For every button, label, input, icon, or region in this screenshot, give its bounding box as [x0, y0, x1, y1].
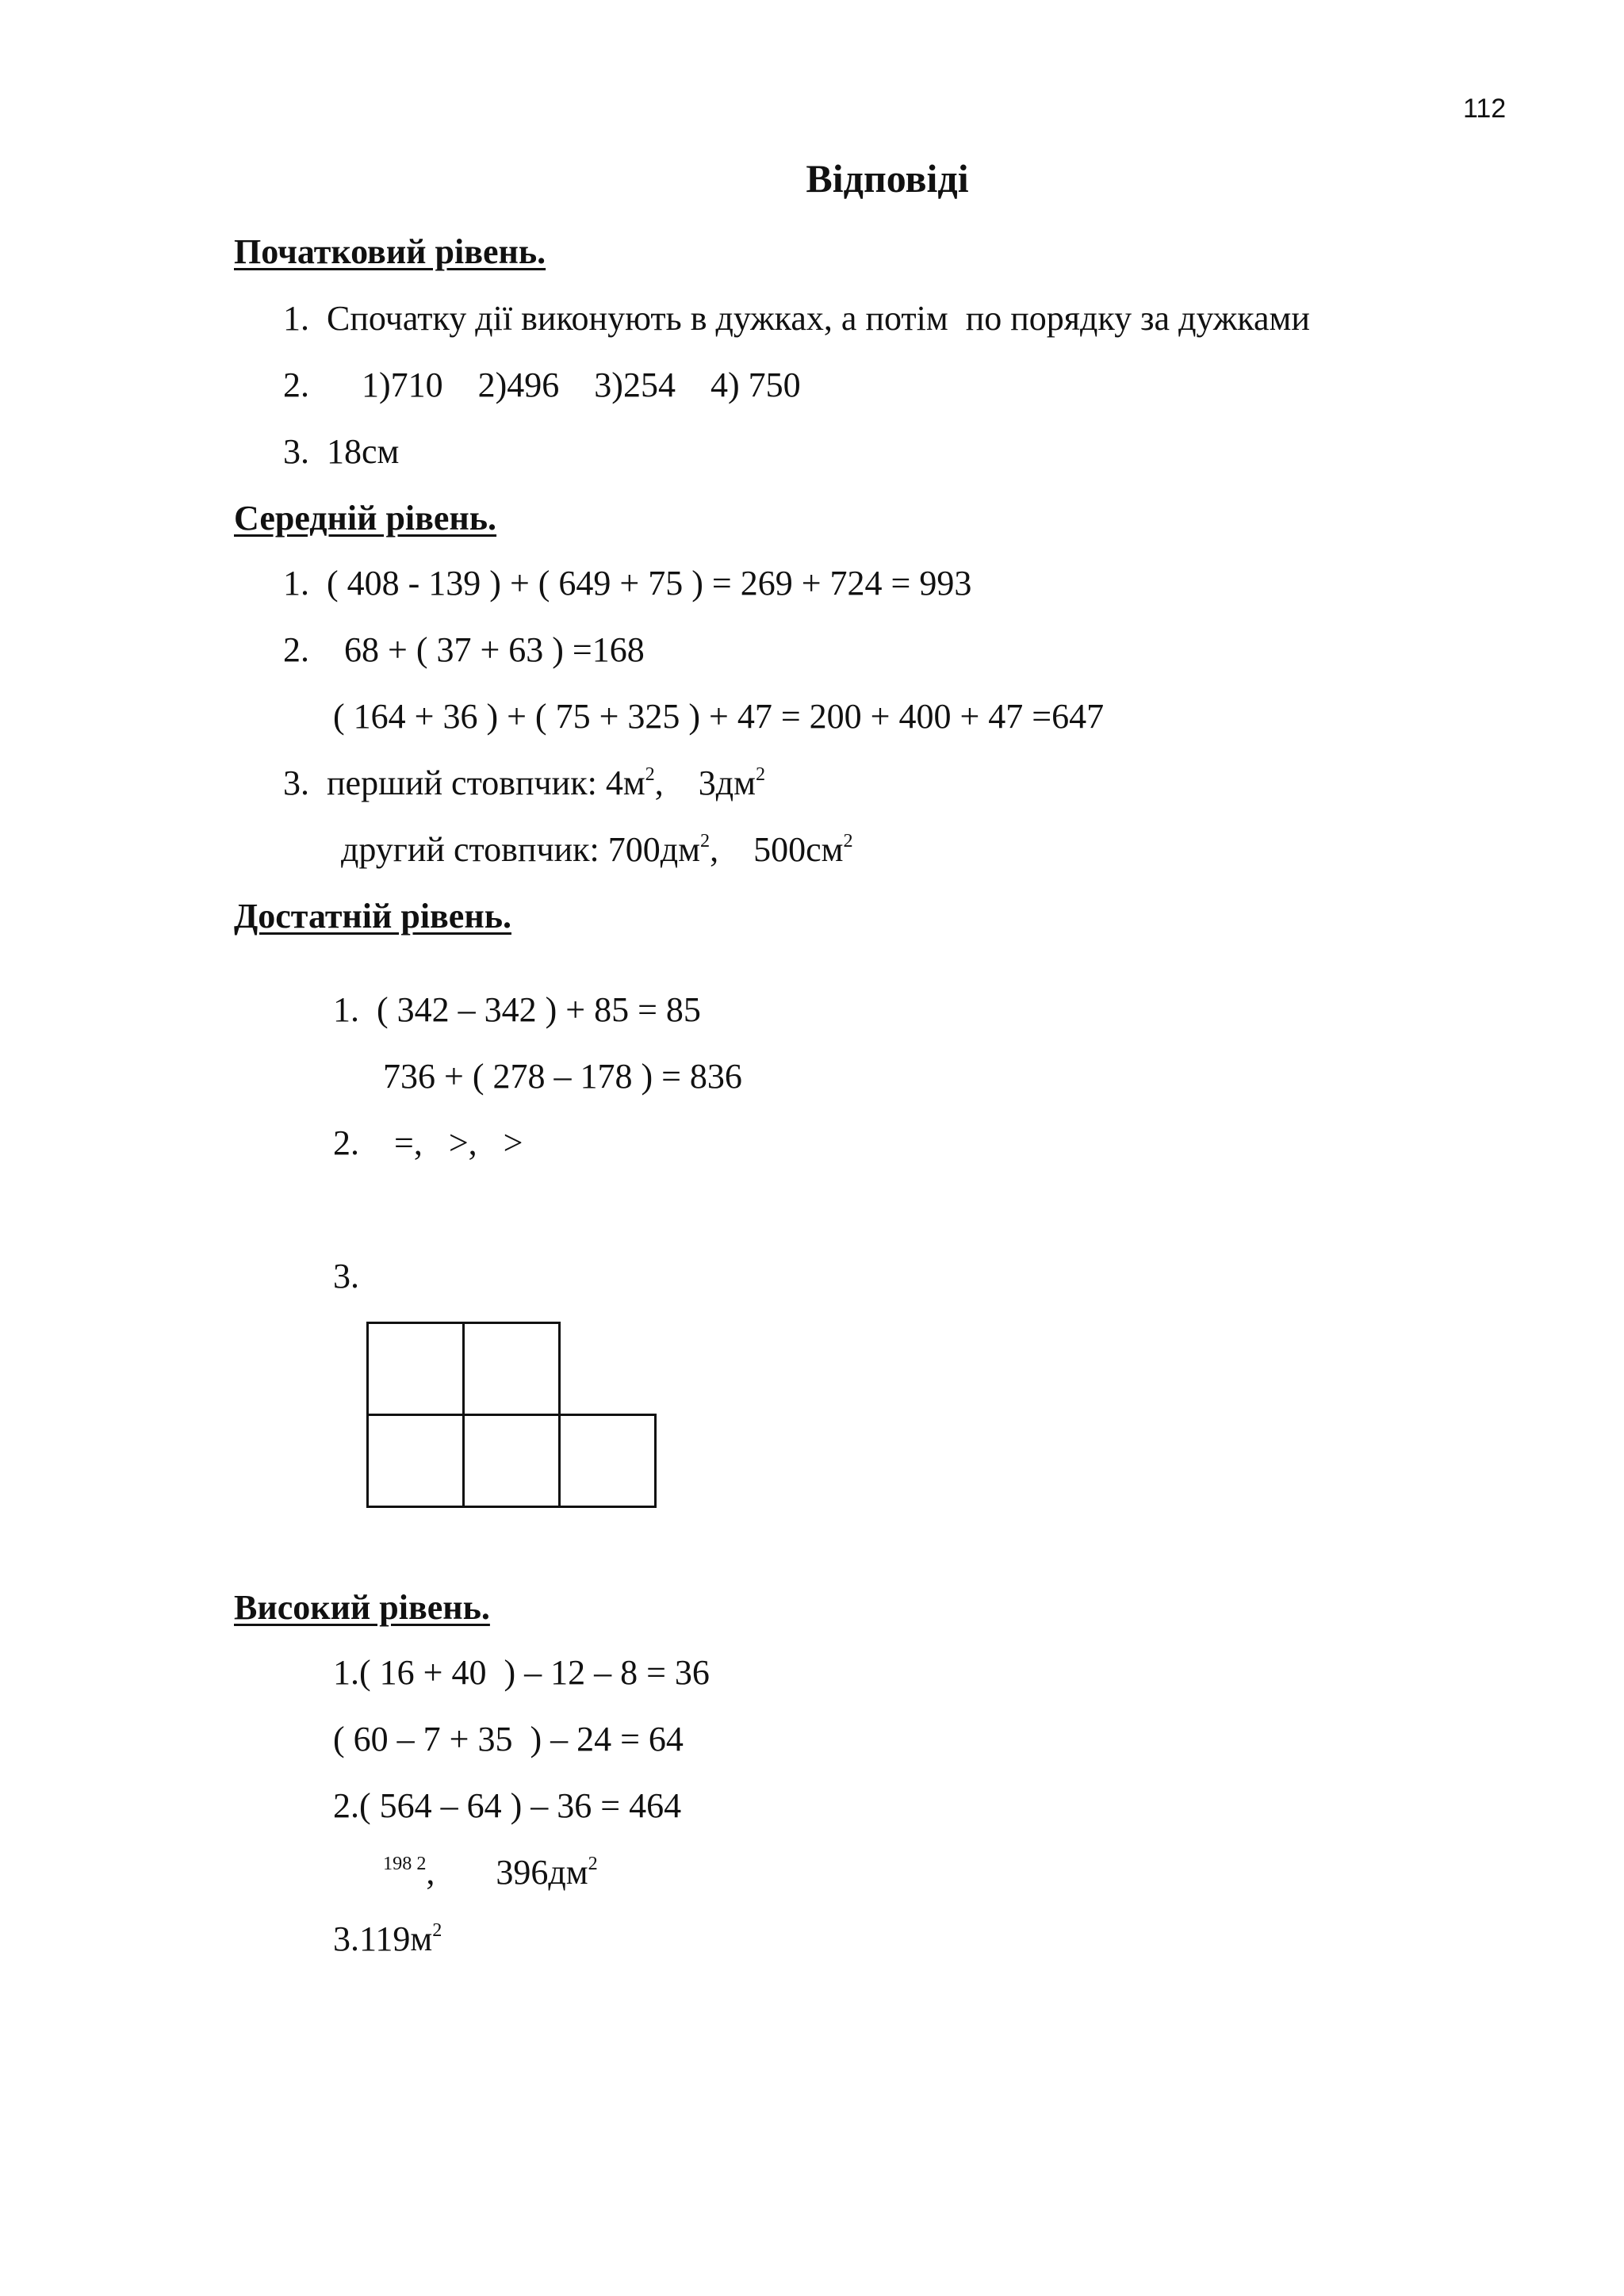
answer-line: 2. 68 + ( 37 + 63 ) =168	[283, 630, 645, 669]
answer-line: 736 + ( 278 – 178 ) = 836	[383, 1057, 742, 1096]
square-grid-figure	[366, 1322, 660, 1510]
answer-line: 3.	[333, 1257, 359, 1295]
answer-line: 2.( 564 – 64 ) – 36 = 464	[333, 1786, 682, 1825]
grid-cell	[558, 1414, 657, 1508]
section-heading-high: Високий рівень.	[234, 1588, 490, 1627]
answer-line	[333, 1919, 442, 1958]
answer-text: , 396дм	[426, 1853, 588, 1892]
answer-text: 3.119м	[333, 1919, 433, 1958]
superscript: 2	[645, 763, 655, 785]
answer-line: 2. =, >, >	[333, 1123, 523, 1162]
page-title: Відповіді	[806, 156, 969, 201]
superscript: 2	[699, 829, 710, 851]
grid-cell	[366, 1322, 465, 1416]
answer-text: , 3дм	[654, 763, 756, 802]
superscript: 2	[432, 1919, 442, 1941]
answer-line: 3. 18см	[283, 432, 400, 471]
answer-text: 3. перший стовпчик: 4м	[283, 763, 645, 802]
answer-line	[341, 829, 853, 869]
superscript: 2	[756, 763, 766, 785]
small-text: 198 2	[383, 1852, 427, 1874]
answer-text: другий стовпчик: 700дм	[341, 830, 700, 869]
page-number: 112	[1463, 94, 1507, 124]
answer-line	[283, 763, 766, 802]
section-heading-initial: Початковий рівень.	[234, 232, 546, 271]
answer-line: 1. ( 408 - 139 ) + ( 649 + 75 ) = 269 + 724 = 993	[283, 564, 972, 603]
superscript: 2	[588, 1852, 598, 1874]
section-heading-sufficient: Достатній рівень.	[234, 897, 511, 936]
answer-line: 2. 1)710 2)496 3)254 4) 750	[283, 365, 801, 404]
answer-text: , 500см	[710, 830, 844, 869]
answer-line: 1. ( 342 – 342 ) + 85 = 85	[333, 990, 701, 1029]
answer-line: ( 60 – 7 + 35 ) – 24 = 64	[333, 1720, 684, 1758]
answer-line: ( 164 + 36 ) + ( 75 + 325 ) + 47 = 200 + 400 + 47 =647	[333, 697, 1105, 736]
answer-line: 1. Спочатку дії виконують в дужках, а потім по порядку за дужками	[283, 299, 1310, 338]
answer-line: 1.( 16 + 40 ) – 12 – 8 = 36	[333, 1653, 710, 1692]
grid-cell	[366, 1414, 465, 1508]
superscript: 2	[843, 829, 853, 851]
section-heading-middle: Середній рівень.	[234, 499, 497, 538]
answer-line	[383, 1852, 598, 1892]
grid-cell	[462, 1322, 561, 1416]
grid-cell	[462, 1414, 561, 1508]
